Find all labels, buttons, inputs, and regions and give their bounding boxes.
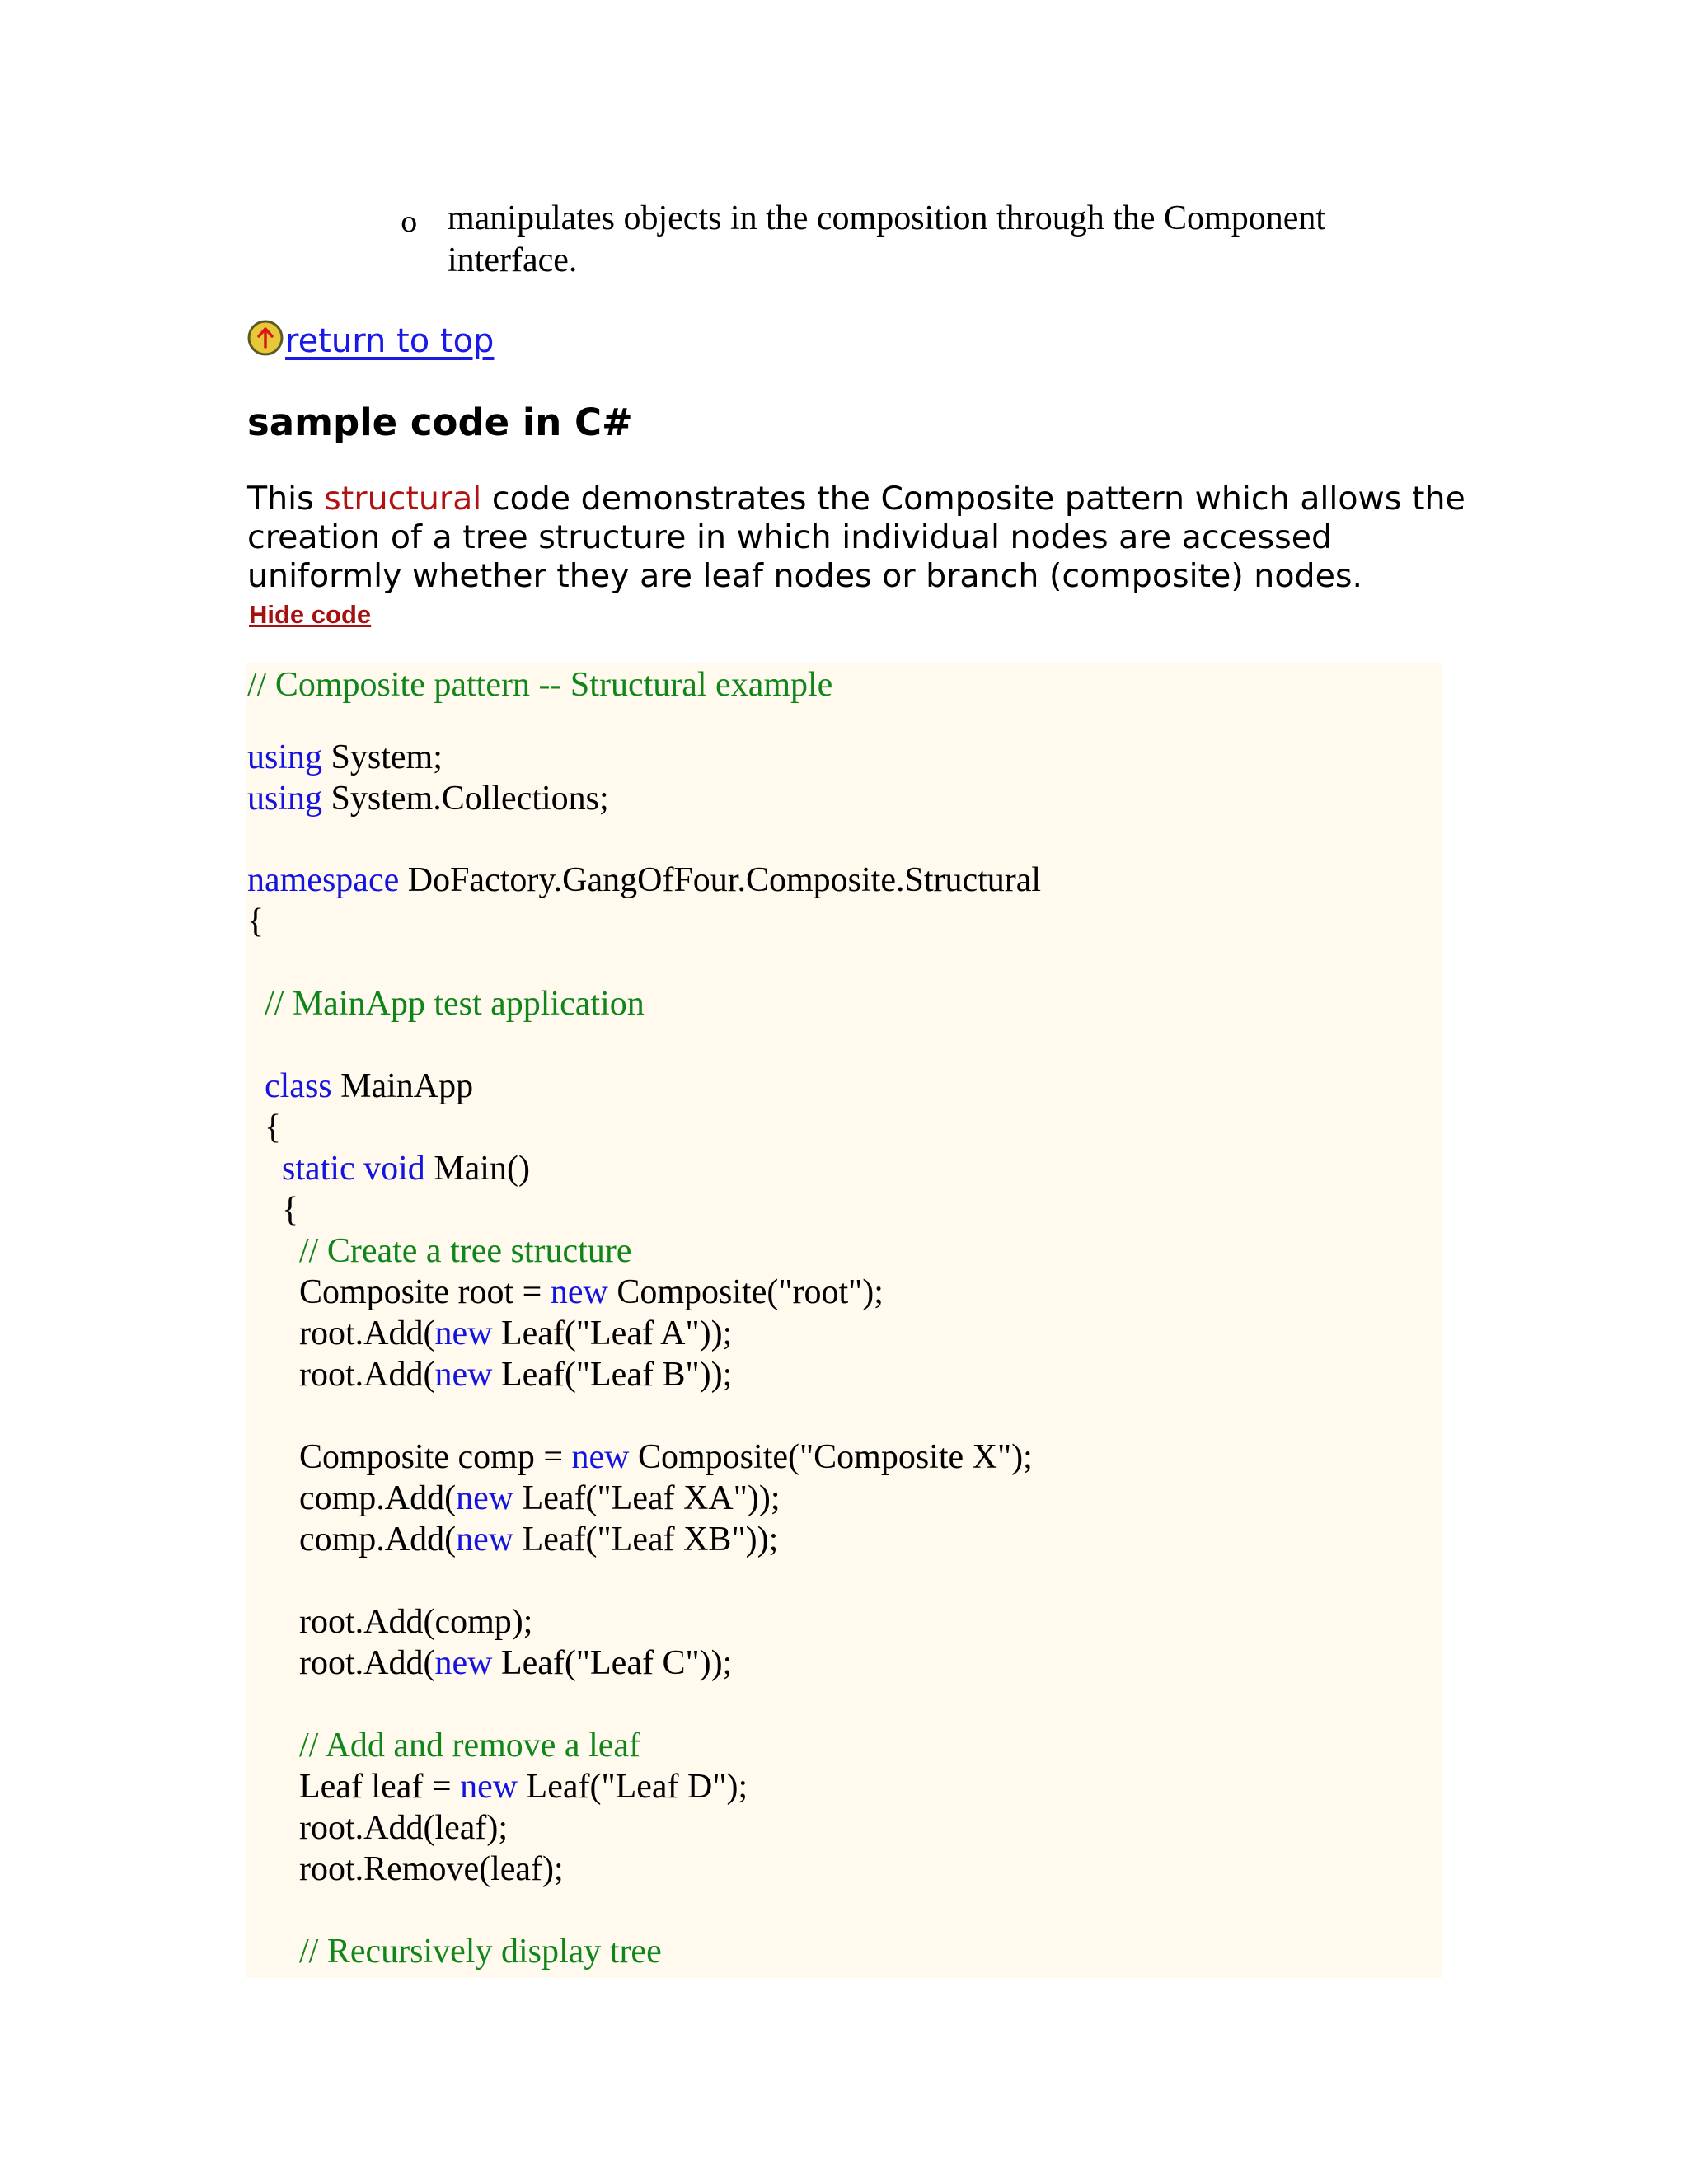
code-line <box>247 1765 748 1808</box>
code-keyword: new <box>434 1644 493 1682</box>
code-text: root.Add(comp); <box>247 1603 533 1641</box>
code-text: comp.Add( <box>247 1479 457 1517</box>
code-keyword: new <box>434 1315 493 1352</box>
code-keyword: namespace <box>247 861 400 899</box>
code-text: DoFactory.GangOfFour.Composite.Structural <box>399 861 1042 899</box>
code-line <box>247 1477 781 1520</box>
intro-highlight: structural <box>324 480 482 518</box>
code-keyword: new <box>460 1768 518 1806</box>
code-text: root.Add( <box>247 1644 435 1682</box>
code-text: { <box>247 1108 282 1146</box>
arrow-up-circle-icon[interactable] <box>247 320 284 356</box>
intro-text-end: code demonstrates the Composite pattern which allows the creation of a tree structure in which individual nodes are accessed uniformly whether they are leaf nodes or branch (composite) nodes. <box>247 480 1465 595</box>
code-text: Composite root = <box>247 1273 551 1311</box>
code-keyword: new <box>434 1356 493 1394</box>
code-line <box>247 736 443 779</box>
bullet-text: manipulates objects in the composition through the Component interface. <box>448 199 1326 279</box>
code-keyword: using <box>247 780 323 818</box>
code-text: Leaf("Leaf XB")); <box>513 1521 779 1558</box>
code-text: System.Collections; <box>322 780 609 818</box>
code-text: Leaf("Leaf B")); <box>492 1356 733 1394</box>
code-text: root.Remove(leaf); <box>247 1850 564 1888</box>
code-comment: // Composite pattern -- Structural example <box>247 666 833 704</box>
hide-code-link[interactable]: Hide code <box>249 600 372 629</box>
code-line <box>247 1106 281 1149</box>
code-text: comp.Add( <box>247 1521 457 1558</box>
intro-text-start: This <box>247 480 325 518</box>
code-text: { <box>247 1191 299 1229</box>
code-block <box>246 663 1442 1978</box>
code-line <box>247 1601 532 1643</box>
code-comment: // Create a tree structure <box>247 1232 632 1270</box>
code-line <box>247 900 264 943</box>
code-line <box>247 777 609 820</box>
code-keyword: new <box>456 1479 514 1517</box>
code-line <box>247 1065 473 1108</box>
code-text: Leaf("Leaf D"); <box>518 1768 748 1806</box>
code-line <box>247 1147 530 1190</box>
code-line <box>247 982 645 1025</box>
code-line <box>247 1724 640 1767</box>
code-keyword: new <box>571 1438 630 1476</box>
code-line <box>247 1271 884 1314</box>
code-text: Composite("Composite X"); <box>629 1438 1033 1476</box>
code-line <box>247 1930 662 1973</box>
code-keyword: new <box>456 1521 514 1558</box>
code-text: root.Add(leaf); <box>247 1809 509 1847</box>
code-keyword: static void <box>247 1150 425 1188</box>
code-text: root.Add( <box>247 1356 435 1394</box>
code-text: Composite("root"); <box>607 1273 884 1311</box>
code-keyword: new <box>550 1273 608 1311</box>
code-text: MainApp <box>331 1067 474 1105</box>
bullet-marker: o <box>401 206 418 239</box>
code-line <box>247 1230 631 1272</box>
code-keyword: using <box>247 738 323 776</box>
code-text: { <box>247 902 265 940</box>
code-line <box>247 1312 732 1355</box>
code-text: Composite comp = <box>247 1438 572 1476</box>
code-text: Leaf("Leaf C")); <box>492 1644 733 1682</box>
code-line <box>247 1188 298 1231</box>
code-text: Leaf leaf = <box>247 1768 461 1806</box>
code-line <box>247 1642 732 1685</box>
code-text: root.Add( <box>247 1315 435 1352</box>
code-text: System; <box>322 738 443 776</box>
section-heading: sample code in C# <box>247 401 633 444</box>
return-to-top-link[interactable]: return to top <box>285 322 495 360</box>
code-text: Main() <box>424 1150 530 1188</box>
code-line <box>247 1353 732 1396</box>
code-text: Leaf("Leaf XA")); <box>513 1479 781 1517</box>
code-keyword: class <box>247 1067 332 1105</box>
code-line <box>247 663 832 706</box>
code-comment: // MainApp test application <box>247 985 645 1023</box>
code-line <box>247 1518 778 1561</box>
code-line <box>247 1848 564 1891</box>
intro-paragraph <box>247 480 1484 596</box>
code-line <box>247 859 1041 902</box>
code-comment: // Add and remove a leaf <box>247 1727 641 1765</box>
code-line <box>247 1807 508 1849</box>
code-text: Leaf("Leaf A")); <box>492 1315 733 1352</box>
code-line <box>247 1436 1033 1479</box>
code-comment: // Recursively display tree <box>247 1933 662 1971</box>
